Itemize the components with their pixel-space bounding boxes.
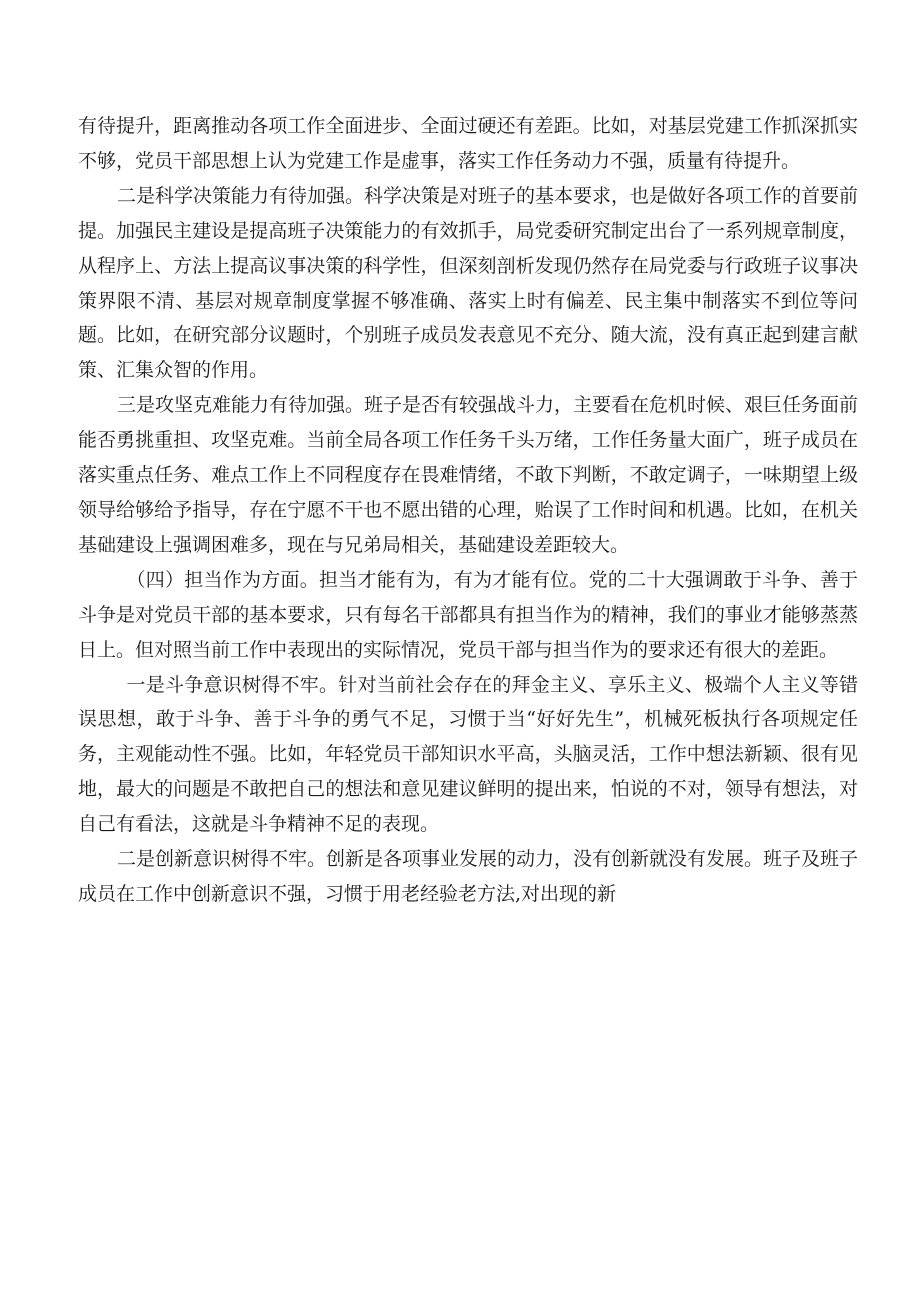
paragraph-struggle-awareness: 一是斗争意识树得不牢。针对当前社会存在的拜金主义、享乐主义、极端个人主义等错误思想，敢于斗争、善于斗争的勇气不足，习惯于当“好好先生”，机械死板执行各项规定任务，主观能动性不强。比如，年轻党员干部知识水平高，头脑灵活，工作中想法新颖、很有见地，最大的问题是不敢把自己的想法和意见建议鲜明的提出来，怕说的不对，领导有想法，对自己有看法，这就是斗争精神不足的表现。 <box>78 673 858 836</box>
paragraph-continued: 有待提升，距离推动各项工作全面进步、全面过硬还有差距。比如，对基层党建工作抓深抓实不够，党员干部思想上认为党建工作是虚事，落实工作任务动力不强，质量有待提升。 <box>78 115 858 172</box>
section-heading-responsibility: （四）担当作为方面。担当才能有为，有为才能有位。党的二十大强调敢于斗争、善于斗争是对党员干部的基本要求，只有每名干部都具有担当作为的精神，我们的事业才能够蒸蒸日上。但对照当前工作中表现出的实际情况，党员干部与担当作为的要求还有很大的差距。 <box>78 568 858 661</box>
paragraph-innovation-awareness: 二是创新意识树得不牢。创新是各项事业发展的动力，没有创新就没有发展。班子及班子成员在工作中创新意识不强，习惯于用老经验老方法,对出现的新 <box>78 848 858 905</box>
document-body <box>78 109 858 912</box>
paragraph-overcoming-difficulties: 三是攻坚克难能力有待加强。班子是否有较强战斗力，主要看在危机时候、艰巨任务面前能否勇挑重担、攻坚克难。当前全局各项工作任务千头万绪，工作任务量大面广，班子成员在落实重点任务、难点工作上不同程度存在畏难情绪，不敢下判断，不敢定调子，一味期望上级领导给够给予指导，存在宁愿不干也不愿出错的心理，贻误了工作时间和机遇。比如，在机关基础建设上强调困难多，现在与兄弟局相关，基础建设差距较大。 <box>78 394 858 556</box>
paragraph-scientific-decision: 二是科学决策能力有待加强。科学决策是对班子的基本要求，也是做好各项工作的首要前提。加强民主建设是提高班子决策能力的有效抓手，局党委研究制定出台了一系列规章制度，从程序上、方法上提高议事决策的科学性，但深刻剖析发现仍然存在局党委与行政班子议事决策界限不清、基层对规章制度掌握不够准确、落实上时有偏差、民主集中制落实不到位等问题。比如，在研究部分议题时，个别班子成员发表意见不充分、随大流，没有真正起到建言献策、汇集众智的作用。 <box>78 184 858 382</box>
